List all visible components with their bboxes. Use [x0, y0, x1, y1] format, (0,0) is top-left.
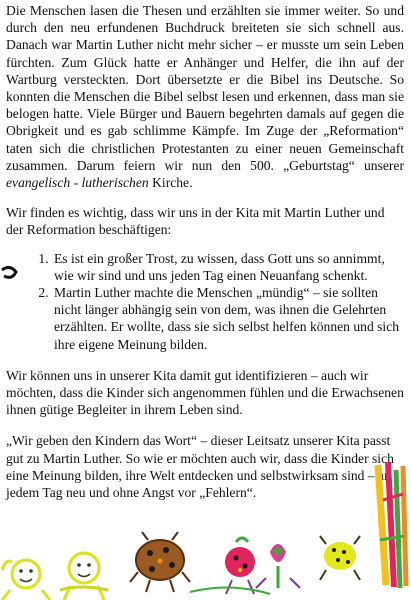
reasons-list	[6, 250, 404, 353]
paragraph-history-text: Die Menschen lasen die Thesen und erzählten sie immer weiter. So und durch den neu erfundenen Buchdruck breiteten sie sich schnell aus. Danach war Martin Luther nicht mehr sicher – er musste um sein Leben fürchten. Zum Glück hatte er Anhänger und Helfer, die ihn auf der Wartburg versteckten. Dort übersetzte er die Bibel ins Deutsche. So konnten die Menschen die Bibel selbst lesen und erkennen, dass man sie belogen hatte. Viele Bürger und Bauern begehrten damals auf gegen die Obrigkeit und es gab schlimme Kämpfe. Im Zuge der „Reformation“ taten sich die christlichen Protestanten zu einer neuen Gemeinschaft zusammen. Darum feiern wir nun den 500. „Geburtstag“ unserer	[6, 3, 404, 173]
child-figure-left	[2, 560, 50, 600]
pink-flower-drawing	[225, 538, 255, 594]
paragraph-history-end: Kirche.	[148, 175, 193, 191]
yellow-bug-drawing	[320, 536, 360, 580]
paragraph-importance: Wir finden es wichtig, dass wir uns in der Kita mit Martin Luther und der Reformation beschäftigen:	[6, 205, 385, 238]
paragraph-history	[6, 2, 404, 191]
list-item: 2. Martin Luther machte die Menschen „mündig“ – sie sollten nicht länger abhängig sein von dem, was ihnen die Gelehrten erzählten. Er wollte, dass sie sich selbst helfen können und sich ihre eigene Meinung bilden.	[52, 284, 404, 353]
paragraph-identify: Wir können uns in unserer Kita damit gut identifizieren – auch wir möchten, dass die Kinder sich angenommen fühlen und die Erwachsenen ihnen gütige Begleiter in ihrem Leben sind.	[6, 367, 404, 418]
document-text	[6, 2, 404, 501]
child-figure-second	[60, 553, 108, 600]
ladybug-drawing	[130, 532, 190, 592]
tulip-drawing	[256, 544, 300, 588]
list-item: 1. Es ist ein großer Trost, zu wissen, dass Gott uns so annimmt, wie wir sind und uns jeden Tag einen Neuanfang schenkt.	[52, 250, 404, 284]
paragraph-motto: „Wir geben den Kindern das Wort“ – dieser Leitsatz unserer Kita passt gut zu Martin Luther. So wie er möchten auch wir, dass die Kinder sich eine Meinung bilden, ihre Welt entdecken und selbstwirksam sind – an jedem Tag neu und ohne Angst vor „Fehlern“.	[6, 433, 394, 501]
emphasis-lutheran: evangelisch - lutherischen	[6, 175, 149, 191]
